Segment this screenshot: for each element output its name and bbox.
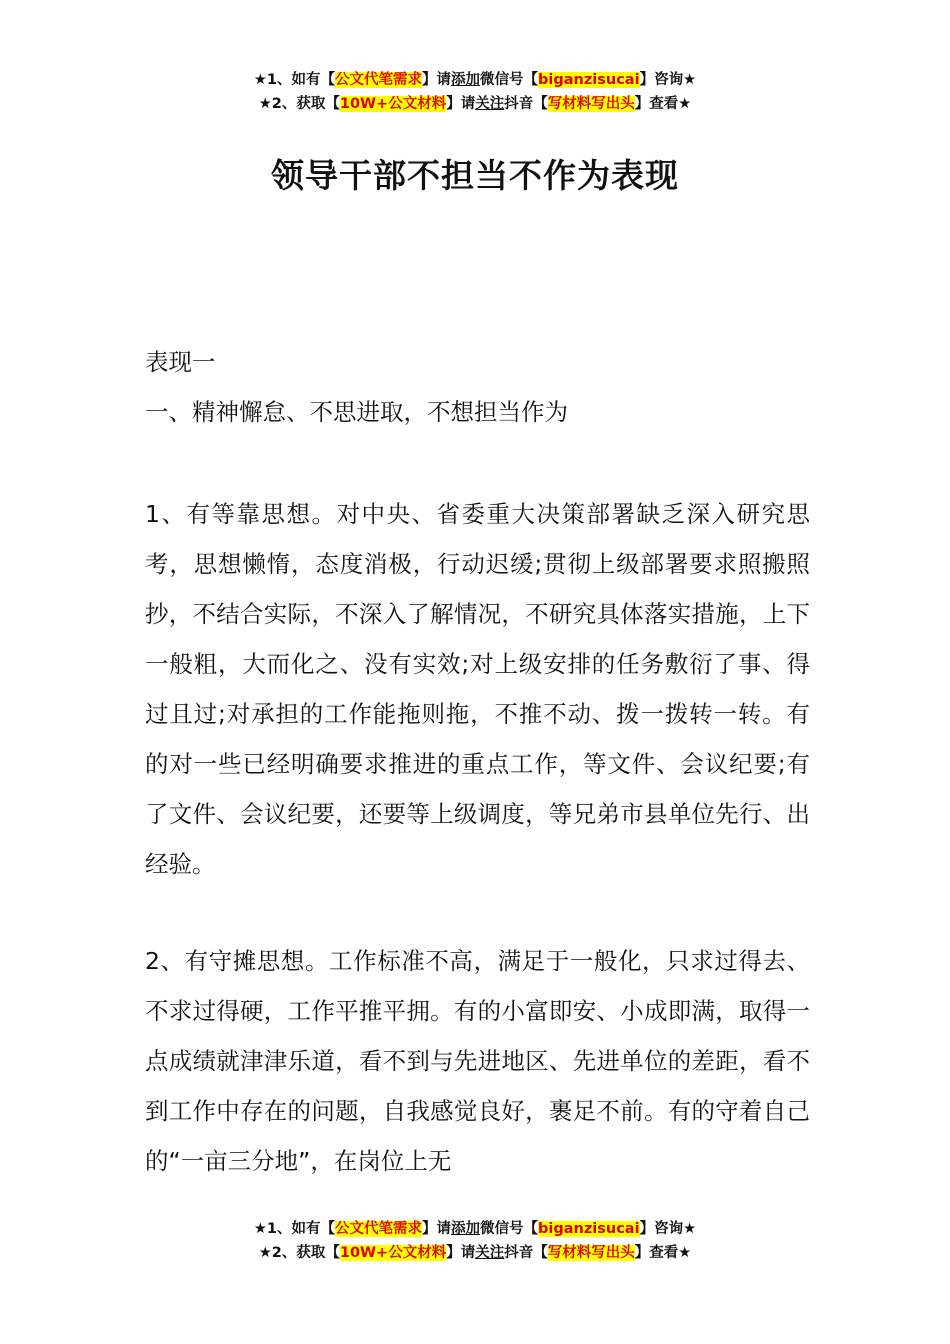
paragraph-text: 1、有等靠思想。对中央、省委重大决策部署缺乏深入研究思考，思想懒惰，态度消极，行动迟缓;贯彻上级部署要求照搬照抄，不结合实际，不深入了解情况，不研究具体落实措施，上下一般粗，大而化之、没有实效;对上级安排的任务敷衍了事、得过且过;对承担的工作能拖则拖，不推不动、拨一拨转一转。有的对一些已经明确要求推进的重点工作，等文件、会议纪要;有了文件、会议纪要，还要等上级调度，等兄弟市县单位先行、出经验。: [145, 500, 810, 878]
banner-line-1: [0, 68, 950, 92]
header-banner: [0, 68, 950, 116]
document-title: 领导干部不担当不作为表现: [271, 156, 679, 195]
banner-underline: 添加: [451, 72, 481, 88]
banner-text: 】查看★: [634, 96, 692, 112]
banner-underline: 关注: [475, 1245, 505, 1261]
banner-wechat-id: biganzisucai: [538, 72, 640, 88]
banner-text: ★2、获取【: [258, 1245, 340, 1261]
banner-text: ★1、如有【: [253, 1221, 336, 1237]
banner-text: ★2、获取【: [258, 96, 340, 112]
banner-highlight: 10W+公文材料: [339, 1245, 447, 1261]
section-heading: 一、精神懈怠、不思进取，不想担当作为: [145, 398, 568, 426]
section-label: 表现一: [145, 348, 216, 376]
banner-line-2: [0, 1241, 950, 1265]
banner-douyin-id: 写材料写出头: [547, 96, 635, 112]
banner-line-2: [0, 92, 950, 116]
banner-text: 】请: [446, 96, 476, 112]
banner-wechat-id: biganzisucai: [538, 1221, 640, 1237]
banner-text: ★1、如有【: [253, 72, 336, 88]
banner-text: 抖音【: [504, 1245, 548, 1261]
banner-highlight: 公文代笔需求: [335, 72, 423, 88]
banner-highlight: 10W+公文材料: [339, 96, 447, 112]
banner-text: 】咨询★: [639, 1221, 697, 1237]
banner-underline: 添加: [451, 1221, 481, 1237]
banner-text: 微信号【: [480, 1221, 539, 1237]
banner-line-1: [0, 1217, 950, 1241]
paragraph-1: [145, 489, 810, 889]
banner-douyin-id: 写材料写出头: [547, 1245, 635, 1261]
footer-banner: [0, 1217, 950, 1265]
banner-text: 微信号【: [480, 72, 539, 88]
banner-text: 】咨询★: [639, 72, 697, 88]
banner-text: 】查看★: [634, 1245, 692, 1261]
banner-text: 】请: [446, 1245, 476, 1261]
banner-text: 抖音【: [504, 96, 548, 112]
paragraph-2: [145, 936, 810, 1186]
banner-text: 】请: [422, 1221, 452, 1237]
banner-highlight: 公文代笔需求: [335, 1221, 423, 1237]
paragraph-text: 2、有守摊思想。工作标准不高，满足于一般化，只求过得去、不求过得硬，工作平推平拥。有的小富即安、小成即满，取得一点成绩就津津乐道，看不到与先进地区、先进单位的差距，看不到工作中存在的问题，自我感觉良好，裹足不前。有的守着自己的“一亩三分地”，在岗位上无: [145, 947, 810, 1175]
banner-underline: 关注: [475, 96, 505, 112]
banner-text: 】请: [422, 72, 452, 88]
